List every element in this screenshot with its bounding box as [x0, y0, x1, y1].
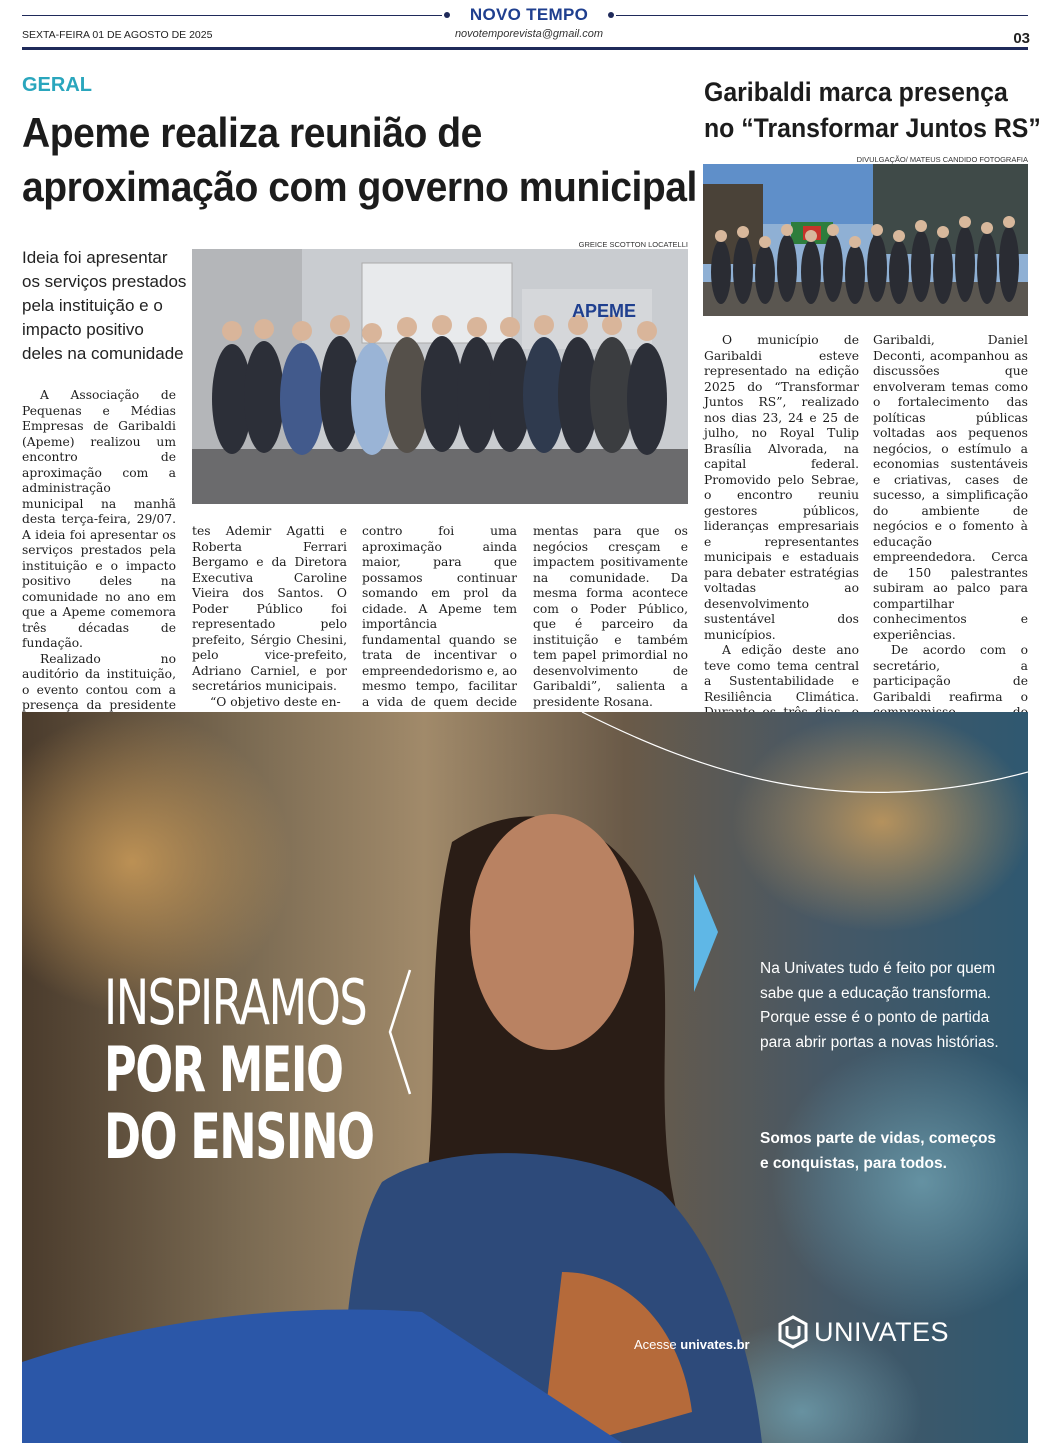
- meeting-group-photo: [192, 249, 688, 504]
- transformar-group-photo: [703, 164, 1028, 316]
- paragraph: “O objetivo deste en-: [210, 694, 341, 709]
- paragraph: Realizado no auditório da instituição, o evento contou com a presença da presidente: [22, 651, 176, 712]
- group-photo-illustration: [703, 164, 1028, 316]
- paragraph: mentas para que os negócios cresçam e impactem positivamente na comunidade. Da mesma forma acontece com o Poder Público, que é parceiro da instituição e também tem papel primordial no desenvolvimento de Garibaldi”, salienta a presidente Rosana.: [533, 524, 688, 709]
- side-headline-line-2: no “Transformar Juntos RS”: [704, 113, 1041, 143]
- main-photo-credit: GREICE SCOTTON LOCATELLI: [578, 240, 688, 249]
- paragraph: De acordo com o secretário, a participação de Garibaldi reafirma o: [873, 643, 1028, 704]
- section-label: GERAL: [22, 74, 92, 96]
- header-rule: [22, 47, 1028, 50]
- ad-access-url[interactable]: univates.br: [680, 1337, 750, 1352]
- contact-email[interactable]: novotemporevista@gmail.com: [454, 28, 604, 40]
- ad-access-link[interactable]: [634, 1337, 750, 1352]
- main-headline: [22, 106, 697, 214]
- ad-access-prefix: Acesse: [634, 1337, 681, 1352]
- paragraph: contro foi uma aproximação ainda maior, para que possamos continuar somando em prol da cidade. A Apeme tem importância fundamental quando se trata de incentivar o empreendedorismo e, ao mesmo tempo, facilitar a vida de quem decide: [362, 524, 517, 709]
- paragraph: Garibaldi, Daniel Deconti, acompanhou as discussões que envolveram temas como o fortalecimento das políticas públicas voltadas aos pequenos negócios, o estímulo a economias sustentáveis e criativas, cases de sucesso, a simplificação do ambiente de negócios e o fomento à educação empreendedora. Cerca de 150 palestrantes subiram ao palco para compartilhar conhecimentos e experiências.: [873, 333, 1028, 642]
- side-column-2: [873, 333, 1028, 767]
- univates-logo[interactable]: [776, 1312, 949, 1352]
- paragraph: tes Ademir Agatti e Roberta Ferrari Bergamo e da Diretora Executiva Caroline Vieira dos Santos. O Poder Público foi representado pelo prefeito, Sérgio Chesini, pelo vice-prefeito, Adriano Carniel, e por secretários municipais.: [192, 524, 347, 693]
- side-column-1: [704, 333, 859, 752]
- univates-advertisement[interactable]: [22, 712, 1028, 1443]
- main-subhead: Ideia foi apresentar os serviços prestados pela instituição e o impacto positivo deles na comunidade: [22, 248, 187, 363]
- main-column-3: [362, 524, 517, 741]
- ad-body-text: Na Univates tudo é feito por quem sabe que a educação transforma. Porque esse é o ponto de partida para abrir portas a novas histórias.: [760, 960, 999, 1051]
- univates-logo-text: UNIVATES: [814, 1316, 950, 1347]
- page-number: 03: [1013, 30, 1030, 47]
- side-headline: [704, 74, 1041, 146]
- ad-body-bold: Somos parte de vidas, começos e conquistas, para todos.: [760, 1130, 997, 1172]
- univates-logo-icon: [776, 1315, 810, 1349]
- meeting-photo-illustration: [192, 249, 688, 504]
- ad-title-line-2: POR MEIO: [104, 1033, 343, 1106]
- main-headline-line-1: Apeme realiza reunião de: [22, 109, 482, 156]
- paragraph: O município de Garibaldi esteve representado na edição 2025 do “Transformar Juntos RS”, realizado nos dias 23, 24 e 25 de julho, no Royal Tulip Brasília Alvorada, na capital federal. Promovido pelo Sebrae, o encontro reuniu gestores públicos, lideranças empresariais e representantes municipais e estaduais para debater estratégias voltadas ao desenvolvimento sustentável dos municípios.: [704, 333, 859, 642]
- main-column-2: [192, 524, 347, 710]
- issue-date: SEXTA-FEIRA 01 DE AGOSTO DE 2025: [22, 29, 213, 41]
- main-headline-line-2: aproximação com governo municipal: [22, 163, 697, 210]
- main-column-4: [533, 524, 688, 710]
- apeme-sign: APEME: [572, 301, 637, 321]
- paragraph: A edição deste ano teve como tema central a Sustentabilidade e Resiliência Climática.: [704, 643, 859, 704]
- ad-title-line-1: INSPIRAMOS: [104, 966, 367, 1039]
- side-photo-credit: DIVULGAÇÃO/ MATEUS CANDIDO FOTOGRAFIA: [856, 155, 1028, 164]
- ad-title-line-3: DO ENSINO: [104, 1100, 374, 1173]
- main-column-1: [22, 388, 176, 760]
- side-headline-line-1: Garibaldi marca presença: [704, 77, 1008, 107]
- brand-title: NOVO TEMPO: [469, 5, 589, 24]
- paragraph: A Associação de Pequenas e Médias Empresas de Garibaldi (Apeme) realizou um encontro de aproximação com a administração municipal na manhã desta terça-feira, 29/07. A ideia foi apresentar os serviços prestados pela instituição e o impacto positivo deles na comunidade no ano em que a Apeme comemora três décadas de fundação.: [22, 388, 176, 650]
